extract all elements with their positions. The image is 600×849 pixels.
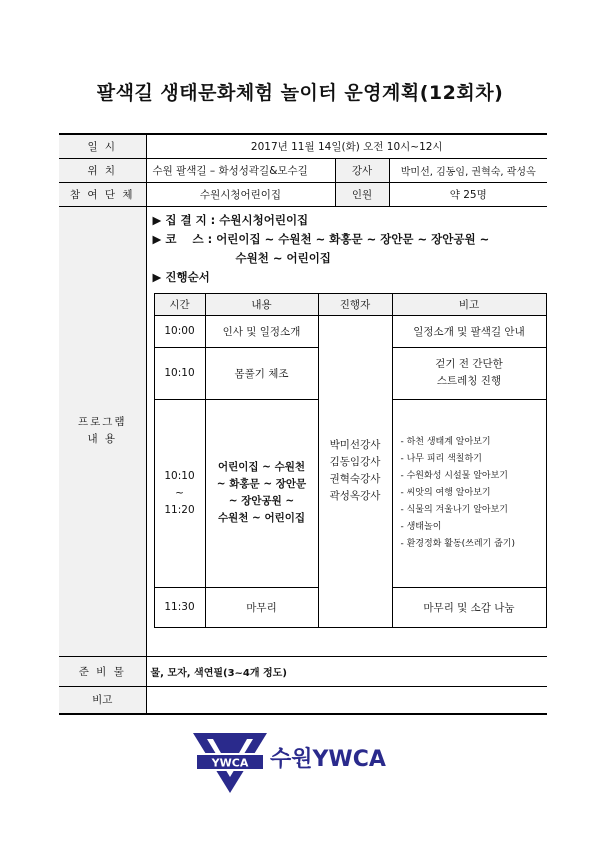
row-content: 인사 및 일정소개	[205, 315, 318, 347]
prep-value: 물, 모자, 색연필(3~4개 정도)	[146, 656, 547, 686]
row-remark: 마무리 및 소감 나눔	[392, 587, 546, 627]
header-time: 시간	[154, 293, 205, 315]
header-content: 내용	[205, 293, 318, 315]
schedule-header	[154, 293, 546, 315]
note-value	[146, 686, 547, 714]
note-label: 비고	[59, 686, 146, 714]
row-time: 11:30	[154, 587, 205, 627]
program-label-line2: 내 용	[87, 433, 118, 445]
location-label: 위 치	[59, 158, 146, 182]
remark-item: - 환경정화 활동(쓰레기 줍기)	[400, 538, 515, 549]
logo-badge-text: YWCA	[211, 756, 249, 770]
date-value: 2017년 11월 14일(화) 오전 10시~12시	[146, 134, 547, 158]
leaders-cell	[318, 315, 392, 627]
course-prefix: ▶ 코 스 :	[152, 231, 217, 246]
content-line: ~ 화홍문 ~ 장안문	[216, 478, 307, 490]
instructor-label: 강사	[335, 158, 389, 182]
program-label	[59, 206, 146, 656]
order-label: ▶ 진행순서	[152, 269, 210, 284]
prep-label: 준 비 물	[59, 656, 146, 686]
leader-name: 박미선강사	[329, 439, 381, 451]
row-time	[154, 399, 205, 587]
remark-item: - 하천 생태계 알아보기	[400, 436, 491, 447]
meeting-value: 수원시청어린이집	[219, 212, 309, 227]
remark-line: 스트레칭 진행	[436, 375, 502, 387]
program-label-line1: 프로그램	[77, 416, 127, 428]
content-line: 수원천 ~ 어린이집	[217, 512, 306, 524]
row-remark	[392, 347, 546, 399]
row-remark: 일정소개 및 팔색길 안내	[392, 315, 546, 347]
schedule-table	[154, 293, 547, 628]
leader-name: 권혁숙강사	[329, 473, 381, 485]
participants-label: 참 여 단 체	[59, 182, 146, 206]
time-end: 11:20	[164, 503, 195, 516]
program-content	[146, 206, 547, 656]
plan-table	[59, 133, 547, 715]
schedule-row	[154, 315, 546, 347]
remark-item: - 나무 피리 색칠하기	[400, 453, 482, 464]
course	[153, 230, 542, 249]
course-line1: 어린이집 ~ 수원천 ~ 화홍문 ~ 장안문 ~ 장안공원 ~	[216, 231, 490, 246]
content-line: ~ 장안공원 ~	[228, 495, 295, 507]
date-label: 일 시	[59, 134, 146, 158]
leader-name: 곽성옥강사	[329, 490, 381, 502]
time-tilde: ~	[175, 486, 184, 499]
date-row	[59, 134, 547, 158]
logo-text: 수원YWCA	[270, 747, 386, 772]
row-content: 마무리	[205, 587, 318, 627]
remark-line: 걷기 전 간단한	[435, 358, 503, 370]
count-label: 인원	[335, 182, 389, 206]
header-remark: 비고	[392, 293, 546, 315]
participants-value: 수원시청어린이집	[146, 182, 335, 206]
meeting-point	[153, 211, 542, 230]
instructor-value: 박미선, 김동임, 권혁숙, 곽성옥	[389, 158, 547, 182]
row-content: 몸풀기 체조	[205, 347, 318, 399]
program-row	[59, 206, 547, 656]
time-start: 10:10	[164, 469, 195, 482]
location-row	[59, 158, 547, 182]
row-remark	[392, 399, 546, 587]
content-line: 어린이집 ~ 수원천	[217, 461, 306, 473]
meeting-prefix: ▶ 집 결 지 :	[152, 212, 220, 227]
header-leader: 진행자	[318, 293, 392, 315]
remark-item: - 수원화성 시설물 알아보기	[400, 470, 508, 481]
row-time: 10:10	[154, 347, 205, 399]
note-row	[59, 686, 547, 714]
row-content	[205, 399, 318, 587]
leader-name: 김동임강사	[329, 456, 381, 468]
row-time: 10:00	[154, 315, 205, 347]
page-title: 팔색길 생태문화체험 놀이터 운영계획(12회차)	[96, 82, 504, 104]
remark-item: - 씨앗의 여행 알아보기	[400, 487, 491, 498]
participants-row	[59, 182, 547, 206]
remark-item: - 생태놀이	[400, 521, 442, 532]
course-line2: 수원천 ~ 어린이집	[235, 250, 331, 265]
remark-item: - 식물의 겨울나기 알아보기	[400, 504, 508, 515]
location-value: 수원 팔색길 – 화성성곽길&모수길	[146, 158, 335, 182]
count-value: 약 25명	[389, 182, 547, 206]
prep-row	[59, 656, 547, 686]
